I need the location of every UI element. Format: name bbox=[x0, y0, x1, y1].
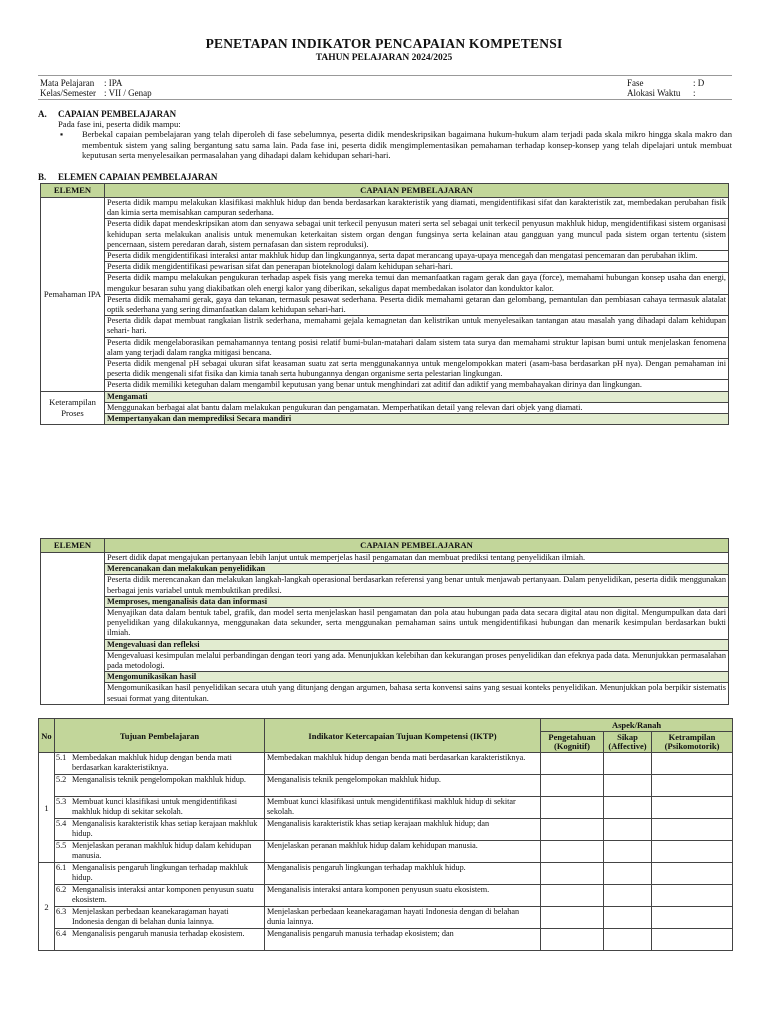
section-a-bullet: Berbekal capaian pembelajaran yang telah diperoleh di fase sebelumnya, peserta didik mendeskripsikan bagaimana hukum-hukum alam terjadi pada skala mikro hingga skala makro dan membentuk sistem yang saling bergantung satu sama lain. Pada fase ini, peserta didik mengimplementasikan pemahaman terhadap konsep-konsep yang telah dipelajari untuk membuat keputusan serta menyelesaikan permasalahan yang dihadapi dalam kehidupan sehari-hari. bbox=[82, 129, 732, 161]
ketrampilan-cell bbox=[652, 753, 733, 775]
tujuan-number: 5.4 bbox=[56, 819, 67, 828]
table-row bbox=[41, 316, 729, 337]
tujuan-text: Menganalisis karakteristik khas setiap kerajaan makhluk hidup. bbox=[72, 819, 258, 838]
fase-value: : D bbox=[693, 78, 705, 88]
tujuan-cell bbox=[55, 841, 265, 863]
pengetahuan-cell bbox=[541, 753, 604, 775]
tujuan-number: 6.4 bbox=[56, 929, 67, 938]
table-row bbox=[39, 841, 733, 863]
document-subtitle: TAHUN PELAJARAN 2024/2025 bbox=[315, 53, 453, 63]
mapel-value: : IPA bbox=[104, 78, 123, 88]
table-row bbox=[41, 672, 729, 683]
mapel-label: Mata Pelajaran bbox=[40, 78, 95, 88]
col-tujuan: Tujuan Pembelajaran bbox=[55, 719, 265, 753]
elemen-pemahaman: Pemahaman IPA bbox=[41, 198, 105, 392]
tujuan-text: Menganalisis pengaruh manusia terhadap ekosistem. bbox=[72, 929, 245, 938]
capaian-cell: Peserta didik mampu melakukan klasifikasi makhluk hidup dan benda berdasarkan karakteristik yang diamati, mengidentifikasi sifat dan karakteristik zat, membedakan perubahan fisik dan kimia serta memisahkan campuran sederhana. bbox=[105, 198, 729, 219]
indikator-cell: Menganalisis karakteristik khas setiap kerajaan makhluk hidup; dan bbox=[265, 819, 541, 841]
indikator-cell: Menjelaskan peranan makhluk hidup dalam kehidupan manusia. bbox=[265, 841, 541, 863]
capaian-cell: Peserta didik merencanakan dan melakukan langkah-langkah operasional berdasarkan referensi yang benar untuk menjawab pertanyaan. Dalam penyelidikan, peserta didik menggunakan berbagai jenis variabel untuk membuktikan prediksi. bbox=[105, 575, 729, 596]
tujuan-number: 5.1 bbox=[56, 753, 67, 762]
table-row bbox=[39, 775, 733, 797]
col-no: No bbox=[39, 719, 55, 753]
ketrampilan-cell bbox=[652, 907, 733, 929]
indikator-cell: Menjelaskan perbedaan keanekaragaman hayati Indonesia dengan di belahan dunia lainnya. bbox=[265, 907, 541, 929]
col-indikator: Indikator Ketercapaian Tujuan Kompetensi (IKTP) bbox=[265, 719, 541, 753]
sikap-cell bbox=[604, 863, 652, 885]
pengetahuan-cell bbox=[541, 775, 604, 797]
capaian-cell: Mengevaluasi kesimpulan melalui perbandingan dengan teori yang ada. Menunjukkan kelebihan dan kekurangan proses penyelidikan dan efeknya pada data. Menunjukkan permasalahan pada metodologi. bbox=[105, 650, 729, 671]
capaian-cell: Peserta didik mampu melakukan pengukuran terhadap aspek fisis yang mereka temui dan memanfaatkan ragam gerak dan gaya (force), memahami hubungan konsep usaha dan energi, mengukur besaran suhu yang diakibatkan oleh energi kalor yang diberikan, sekaligus dapat membedakan isolator dan konduktor kalor. bbox=[105, 273, 729, 294]
indikator-table bbox=[38, 718, 733, 951]
tujuan-number: 5.3 bbox=[56, 797, 67, 806]
col-capaian: CAPAIAN PEMBELAJARAN bbox=[105, 184, 729, 198]
tujuan-number: 5.2 bbox=[56, 775, 67, 784]
sikap-cell bbox=[604, 819, 652, 841]
tujuan-text: Menjelaskan peranan makhluk hidup dalam kehidupan manusia. bbox=[72, 841, 252, 860]
indikator-cell: Menganalisis pengaruh lingkungan terhadap makhluk hidup. bbox=[265, 863, 541, 885]
tujuan-text: Menganalisis interaksi antar komponen penyusun suatu ekosistem. bbox=[72, 885, 254, 904]
pengetahuan-cell bbox=[541, 797, 604, 819]
meta-fase bbox=[627, 78, 704, 88]
table-row bbox=[39, 753, 733, 775]
capaian-cell: Menggunakan berbagai alat bantu dalam melakukan pengukuran dan pengamatan. Memperhatikan detail yang relevan dari objek yang diamati. bbox=[105, 402, 729, 413]
capaian-cell: Peserta didik mengidentifikasi interaksi antar makhluk hidup dan lingkungannya, serta dapat merancang upaya-upaya mencegah dan mengatasi pencemaran dan perubahan iklim. bbox=[105, 251, 729, 262]
capaian-subheading: Mengomunikasikan hasil bbox=[105, 672, 729, 683]
fase-label: Fase bbox=[627, 78, 644, 88]
col-aspek: Aspek/Ranah bbox=[541, 719, 733, 732]
section-a-intro: Pada fase ini, peserta didik mampu: bbox=[58, 119, 181, 129]
pengetahuan-cell bbox=[541, 907, 604, 929]
tujuan-cell bbox=[55, 775, 265, 797]
sikap-cell bbox=[604, 907, 652, 929]
tujuan-number: 5.5 bbox=[56, 841, 67, 850]
indikator-cell: Menganalisis teknik pengelompokan makhluk hidup. bbox=[265, 775, 541, 797]
row-number: 2 bbox=[39, 863, 55, 951]
divider-bottom bbox=[38, 99, 732, 100]
capaian-subheading: Mengevaluasi dan refleksi bbox=[105, 639, 729, 650]
table-row bbox=[41, 553, 729, 564]
tujuan-text: Menganalisis teknik pengelompokan makhluk hidup. bbox=[72, 775, 246, 784]
col-elemen: ELEMEN bbox=[41, 184, 105, 198]
ketrampilan-cell bbox=[652, 841, 733, 863]
col-ketrampilan: Ketrampilan (Psikomotorik) bbox=[652, 732, 733, 753]
table-row bbox=[41, 414, 729, 425]
capaian-subheading: Merencanakan dan melakukan penyelidikan bbox=[105, 564, 729, 575]
section-a-letter: A. bbox=[38, 109, 47, 119]
tujuan-cell bbox=[55, 907, 265, 929]
elemen-table-2 bbox=[40, 538, 729, 705]
capaian-cell: Peserta didik dapat membuat rangkaian listrik sederhana, memahami gejala kemagnetan dan kelistrikan untuk menyelesaikan tantangan atau masalah yang dihadapi dalam kehidupan sehari- hari. bbox=[105, 316, 729, 337]
table-row bbox=[41, 402, 729, 413]
capaian-cell: Menyajikan data dalam bentuk tabel, grafik, dan model serta menjelaskan hasil pengamatan dan pola atau hubungan pada data secara digital atau non digital. Mengumpulkan data dari penyelidikan yang dilakukannya, menggunakan data sekunder, serta menggunakan pemahaman sains untuk mengidentifikasi hubungan dan menarik kesimpulan berdasarkan bukti ilmiah. bbox=[105, 608, 729, 640]
sikap-cell bbox=[604, 753, 652, 775]
pengetahuan-cell bbox=[541, 863, 604, 885]
tujuan-text: Membuat kunci klasifikasi untuk mengidentifikasi makhluk hidup di sekitar sekolah. bbox=[72, 797, 238, 816]
kelas-label: Kelas/Semester bbox=[40, 88, 96, 98]
section-b-heading: ELEMEN CAPAIAN PEMBELAJARAN bbox=[58, 172, 218, 182]
capaian-cell: Peserta didik mengenal pH sebagai ukuran sifat keasaman suatu zat serta menggunakannya untuk mengelompokkan materi (asam-basa berdasarkan pH nya). Dengan pemahaman ini peserta didik mengenali sifat fisika dan kimia tanah serta hubungannya dengan organisme serta pelestarian lingkungan. bbox=[105, 359, 729, 380]
tujuan-text: Menganalisis pengaruh lingkungan terhadap makhluk hidup. bbox=[72, 863, 248, 882]
ketrampilan-cell bbox=[652, 797, 733, 819]
ketrampilan-cell bbox=[652, 929, 733, 951]
tujuan-cell bbox=[55, 863, 265, 885]
table-row bbox=[41, 219, 729, 251]
ketrampilan-cell bbox=[652, 885, 733, 907]
tujuan-text: Membedakan makhluk hidup dengan benda mati berdasarkan karakteristiknya. bbox=[72, 753, 232, 772]
tujuan-cell bbox=[55, 797, 265, 819]
ketrampilan-cell bbox=[652, 775, 733, 797]
kelas-value: : VII / Genap bbox=[104, 88, 152, 98]
capaian-cell: Peserta didik dapat mendeskripsikan atom dan senyawa sebagai unit terkecil penyusun materi serta sel sebagai unit terkecil penyusun makhluk hidup, mengidentifikasi sistem organisasi kehidupan serta melakukan analisis untuk menemukan keterkaitan sistem organ dengan fungsinya serta kelainan atau gangguan yang muncul pada sistem organ tertentu (sistem pencernaan, sistem peredaran darah, sistem pernafasan dan sistem reproduksi). bbox=[105, 219, 729, 251]
table-row bbox=[41, 273, 729, 294]
meta-kelas bbox=[40, 88, 152, 98]
table-row bbox=[39, 885, 733, 907]
pengetahuan-cell bbox=[541, 841, 604, 863]
ketrampilan-cell bbox=[652, 863, 733, 885]
table-row bbox=[41, 294, 729, 315]
tujuan-cell bbox=[55, 885, 265, 907]
col-sikap: Sikap (Affective) bbox=[604, 732, 652, 753]
capaian-cell: Peserta didik memiliki keteguhan dalam mengambil keputusan yang benar untuk menghindari zat aditif dan adiktif yang membahayakan dirinya dan lingkungan. bbox=[105, 380, 729, 391]
capaian-subheading: Memproses, menganalisis data dan informasi bbox=[105, 596, 729, 607]
row-number: 1 bbox=[39, 753, 55, 863]
table-row bbox=[41, 575, 729, 596]
elemen-cell-empty bbox=[41, 553, 105, 705]
capaian-cell: Mengomunikasikan hasil penyelidikan secara utuh yang ditunjang dengan argumen, bahasa serta konvensi sains yang sesuai konteks penyelidikan. Menunjukkan pola berpikir sistematis sesuai format yang ditentukan. bbox=[105, 683, 729, 704]
meta-mapel bbox=[40, 78, 122, 88]
table-row bbox=[41, 380, 729, 391]
col-elemen: ELEMEN bbox=[41, 539, 105, 553]
subheading-mempertanyakan: Mempertanyakan dan memprediksi Secara mandiri bbox=[105, 414, 729, 425]
pengetahuan-cell bbox=[541, 885, 604, 907]
divider-top bbox=[38, 75, 732, 76]
meta-alokasi bbox=[627, 88, 696, 98]
alokasi-value: : bbox=[693, 88, 696, 98]
tujuan-number: 6.3 bbox=[56, 907, 67, 916]
table-row bbox=[41, 639, 729, 650]
indikator-cell: Membuat kunci klasifikasi untuk mengidentifikasi makhluk hidup di sekitar sekolah. bbox=[265, 797, 541, 819]
table-header bbox=[41, 184, 729, 198]
table-row bbox=[41, 251, 729, 262]
table-row bbox=[41, 608, 729, 640]
pengetahuan-cell bbox=[541, 929, 604, 951]
pengetahuan-cell bbox=[541, 819, 604, 841]
sikap-cell bbox=[604, 775, 652, 797]
tujuan-number: 6.1 bbox=[56, 863, 67, 872]
ketrampilan-cell bbox=[652, 819, 733, 841]
capaian-cell: Pesert didik dapat mengajukan pertanyaan lebih lanjut untuk memperjelas hasil pengamatan dan membuat prediksi tentang penyelidikan ilmiah. bbox=[105, 553, 729, 564]
alokasi-label: Alokasi Waktu bbox=[627, 88, 681, 98]
sikap-cell bbox=[604, 929, 652, 951]
table-row bbox=[39, 929, 733, 951]
table-row bbox=[41, 683, 729, 704]
capaian-cell: Peserta didik mengidentifikasi pewarisan sifat dan penerapan bioteknologi dalam kehidupan sehari-hari. bbox=[105, 262, 729, 273]
tujuan-text: Menjelaskan perbedaan keanekaragaman hayati Indonesia dengan di belahan dunia lainnya. bbox=[72, 907, 229, 926]
capaian-cell: Peserta didik mengelaborasikan pemahamannya tentang posisi relatif bumi-bulan-matahari dalam sistem tata surya dan memahami struktur lapisan bumi untuk menjelaskan fenomena alam yang terjadi dalam rangka mitigasi bencana. bbox=[105, 337, 729, 358]
tujuan-cell bbox=[55, 819, 265, 841]
elemen-keterampilan: Keterampilan Proses bbox=[41, 391, 105, 425]
tujuan-cell bbox=[55, 753, 265, 775]
table-row bbox=[41, 198, 729, 219]
indikator-cell: Membedakan makhluk hidup dengan benda mati berdasarkan karakteristiknya. bbox=[265, 753, 541, 775]
sikap-cell bbox=[604, 841, 652, 863]
table-header bbox=[39, 719, 733, 732]
sikap-cell bbox=[604, 797, 652, 819]
table-row bbox=[39, 907, 733, 929]
table-row bbox=[41, 262, 729, 273]
col-capaian: CAPAIAN PEMBELAJARAN bbox=[105, 539, 729, 553]
table-row bbox=[41, 596, 729, 607]
table-header bbox=[41, 539, 729, 553]
indikator-cell: Menganalisis interaksi antara komponen penyusun suatu ekosistem. bbox=[265, 885, 541, 907]
document-title: PENETAPAN INDIKATOR PENCAPAIAN KOMPETENSI bbox=[205, 36, 563, 51]
elemen-table-1 bbox=[40, 183, 729, 425]
table-row bbox=[39, 819, 733, 841]
table-row bbox=[39, 797, 733, 819]
subheading-mengamati: Mengamati bbox=[105, 391, 729, 402]
capaian-cell: Peserta didik memahami gerak, gaya dan tekanan, termasuk pesawat sederhana. Peserta didik memahami getaran dan gelombang, pemantulan dan pembiasan cahaya termasuk alatalat optik sederhana yang sering dimanfaatkan dalam kehidupan sehari-hari. bbox=[105, 294, 729, 315]
col-pengetahuan: Pengetahuan (Kognitif) bbox=[541, 732, 604, 753]
table-row bbox=[41, 650, 729, 671]
table-row bbox=[41, 564, 729, 575]
section-b-letter: B. bbox=[38, 172, 47, 182]
tujuan-cell bbox=[55, 929, 265, 951]
table-row bbox=[39, 863, 733, 885]
sikap-cell bbox=[604, 885, 652, 907]
section-a-heading: CAPAIAN PEMBELAJARAN bbox=[58, 109, 177, 119]
table-row bbox=[41, 391, 729, 402]
tujuan-number: 6.2 bbox=[56, 885, 67, 894]
bullet-icon: ▪ bbox=[60, 129, 64, 139]
indikator-cell: Menganalisis pengaruh manusia terhadap ekosistem; dan bbox=[265, 929, 541, 951]
table-row bbox=[41, 337, 729, 358]
table-row bbox=[41, 359, 729, 380]
